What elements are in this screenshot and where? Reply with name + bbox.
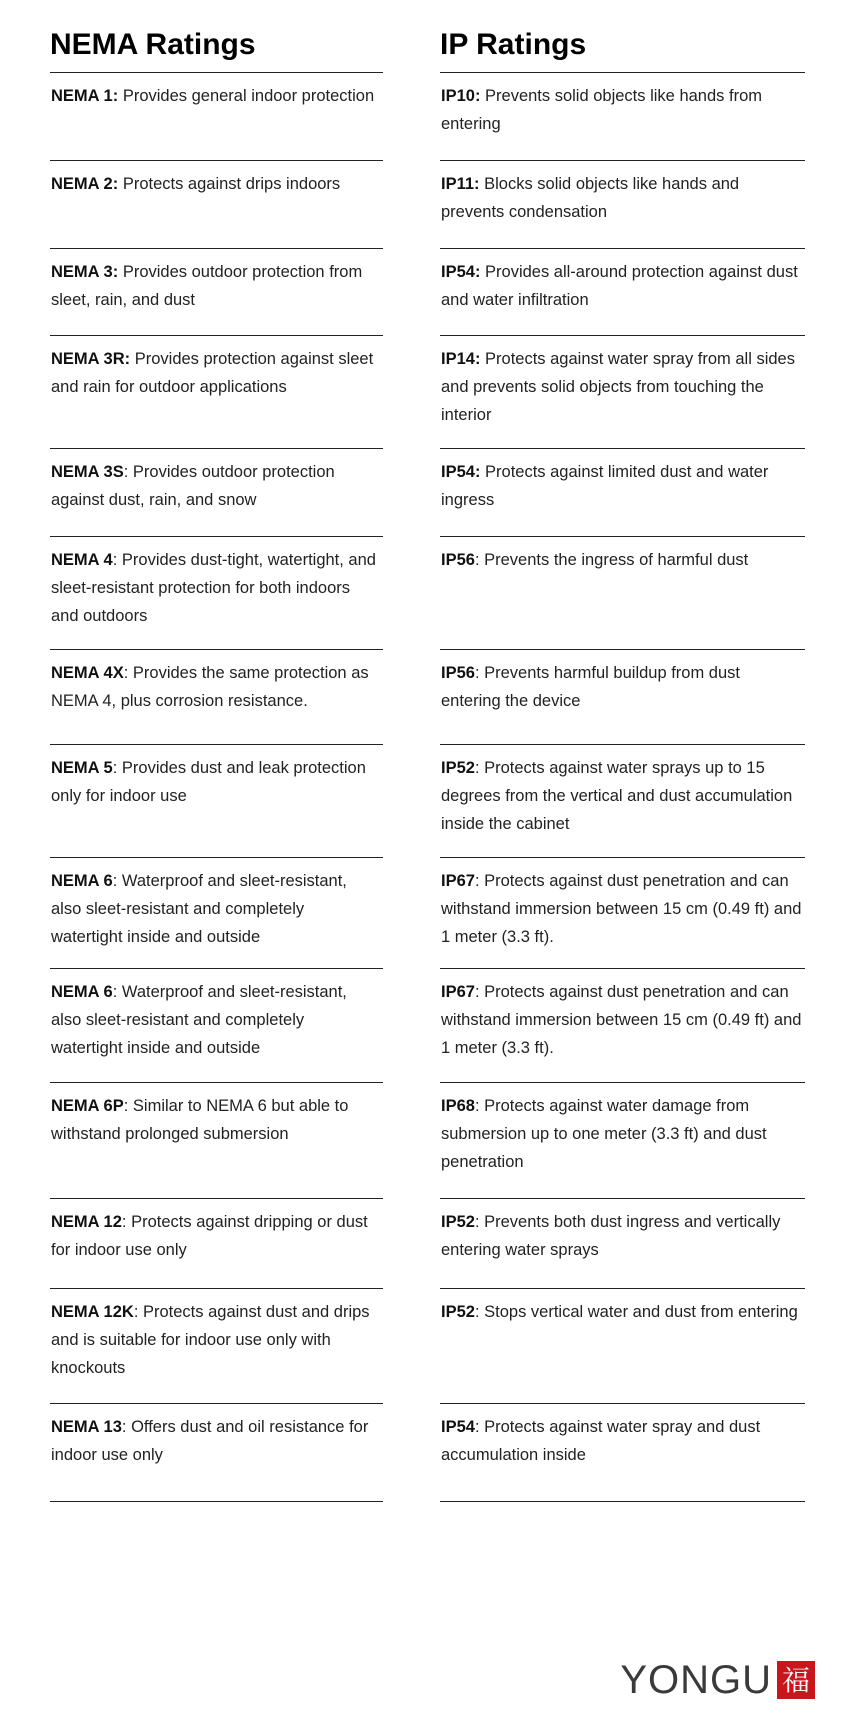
nema-divider [50,335,383,336]
ip-rating-description: : Protects against dust penetration and can withstand immersion between 15 cm (0.49 ft) and 1 meter (3.3 ft). [441,872,802,946]
ip-rating-entry [441,258,802,314]
ip-rating-entry [441,82,802,138]
ip-rating-code: IP67 [441,983,475,1001]
nema-rating-entry [51,1092,380,1148]
nema-divider [50,1288,383,1289]
ip-divider [440,160,805,161]
nema-rating-code: NEMA 3S [51,463,124,481]
nema-rating-code: NEMA 3R: [51,350,131,368]
ip-rating-code: IP10: [441,87,481,105]
ip-rating-entry [441,1208,802,1264]
nema-rating-entry [51,659,380,715]
ip-rating-description: : Protects against water sprays up to 15 degrees from the vertical and dust accumulation inside the cabinet [441,759,793,833]
nema-divider [50,160,383,161]
ip-rating-entry [441,546,802,574]
ip-rating-description: : Prevents the ingress of harmful dust [474,551,749,569]
nema-rating-code: NEMA 6 [51,872,113,890]
nema-rating-entry [51,258,380,314]
nema-rating-code: NEMA 2: [51,175,119,193]
nema-rating-description: : Provides the same protection as NEMA 4, plus corrosion resistance. [51,664,369,710]
nema-divider [50,1501,383,1502]
nema-rating-entry [51,754,380,810]
ip-rating-entry [441,345,802,429]
ip-rating-description: : Protects against dust penetration and can withstand immersion between 15 cm (0.49 ft) and 1 meter (3.3 ft). [441,983,802,1057]
nema-rating-description: Protects against drips indoors [118,175,341,193]
nema-divider [50,536,383,537]
ip-divider [440,536,805,537]
nema-rating-code: NEMA 6 [51,983,113,1001]
ip-divider [440,744,805,745]
ip-rating-description: Protects against limited dust and water ingress [441,463,769,509]
ip-rating-code: IP52 [441,1213,475,1231]
nema-divider [50,857,383,858]
nema-rating-description: Provides protection against sleet and rain for outdoor applications [51,350,374,396]
nema-rating-code: NEMA 3: [51,263,119,281]
ip-rating-entry [441,978,802,1062]
ip-rating-entry [441,754,802,838]
nema-divider [50,968,383,969]
ip-rating-entry [441,1413,802,1469]
logo-wordmark: YONGU [620,1658,772,1702]
ip-divider [440,335,805,336]
ip-rating-description: : Prevents harmful buildup from dust entering the device [441,664,740,710]
nema-rating-entry [51,170,380,198]
nema-rating-code: NEMA 12K [51,1303,134,1321]
ip-ratings-heading: IP Ratings [440,28,587,61]
yongu-logo [620,1656,816,1704]
ip-divider [440,649,805,650]
ip-rating-code: IP67 [441,872,475,890]
nema-divider [50,1403,383,1404]
ip-rating-code: IP54: [441,463,481,481]
nema-rating-entry [51,867,380,951]
ip-rating-description: Provides all-around protection against dust and water infiltration [441,263,798,309]
nema-rating-entry [51,546,380,630]
ip-divider [440,1501,805,1502]
nema-divider [50,72,383,73]
nema-rating-code: NEMA 4 [51,551,113,569]
nema-rating-description: : Protects against dripping or dust for indoor use only [51,1213,368,1259]
ip-divider [440,857,805,858]
nema-rating-description: : Provides dust-tight, watertight, and sleet-resistant protection for both indoors and outdoors [51,551,376,625]
ip-rating-description: Blocks solid objects like hands and prevents condensation [441,175,740,221]
nema-rating-description: : Provides dust and leak protection only for indoor use [51,759,366,805]
ip-divider [440,1288,805,1289]
ip-rating-description: : Protects against water damage from submersion up to one meter (3.3 ft) and dust penetration [441,1097,767,1171]
ip-divider [440,1403,805,1404]
nema-rating-entry [51,978,380,1062]
nema-rating-description: : Waterproof and sleet-resistant, also sleet-resistant and completely watertight inside and outside [51,872,347,946]
ip-rating-code: IP52 [441,759,475,777]
ip-rating-code: IP52 [441,1303,475,1321]
nema-rating-code: NEMA 13 [51,1418,122,1436]
nema-rating-entry [51,82,380,110]
ip-rating-entry [441,659,802,715]
svg-text:福: 福 [781,1664,811,1697]
ip-rating-description: : Protects against water spray and dust accumulation inside [441,1418,761,1464]
ip-rating-description: Prevents solid objects like hands from entering [441,87,762,133]
ip-divider [440,248,805,249]
ip-rating-description: Protects against water spray from all sides and prevents solid objects from touching the interior [441,350,795,424]
nema-rating-description: Provides general indoor protection [118,87,375,105]
nema-rating-entry [51,1413,380,1469]
ip-rating-code: IP11: [441,175,480,193]
nema-rating-code: NEMA 1: [51,87,119,105]
nema-rating-description: : Waterproof and sleet-resistant, also sleet-resistant and completely watertight inside and outside [51,983,347,1057]
ip-rating-entry [441,867,802,951]
ip-divider [440,72,805,73]
ip-divider [440,448,805,449]
nema-rating-code: NEMA 4X [51,664,124,682]
ip-rating-code: IP54 [441,1418,475,1436]
ip-rating-code: IP56 [441,551,475,569]
ip-rating-entry [441,1298,802,1326]
nema-divider [50,448,383,449]
nema-rating-code: NEMA 12 [51,1213,122,1231]
ip-rating-entry [441,458,802,514]
nema-rating-entry [51,345,380,401]
nema-divider [50,1198,383,1199]
nema-divider [50,1082,383,1083]
ip-rating-code: IP54: [441,263,481,281]
nema-rating-code: NEMA 5 [51,759,113,777]
nema-divider [50,744,383,745]
ip-rating-code: IP68 [441,1097,475,1115]
ip-divider [440,1198,805,1199]
nema-rating-description: : Offers dust and oil resistance for indoor use only [51,1418,369,1464]
ip-rating-description: : Stops vertical water and dust from entering [474,1303,798,1321]
ip-divider [440,1082,805,1083]
nema-rating-description: : Provides outdoor protection against dust, rain, and snow [51,463,335,509]
nema-rating-description: Provides outdoor protection from sleet, rain, and dust [51,263,363,309]
ip-rating-entry [441,170,802,226]
nema-ratings-heading: NEMA Ratings [50,28,256,61]
ip-rating-entry [441,1092,802,1176]
nema-rating-entry [51,1298,380,1382]
ip-rating-code: IP14: [441,350,481,368]
nema-rating-entry [51,458,380,514]
seal-icon [776,1660,816,1700]
ip-rating-description: : Prevents both dust ingress and vertically entering water sprays [441,1213,781,1259]
nema-divider [50,649,383,650]
ip-rating-code: IP56 [441,664,475,682]
nema-rating-code: NEMA 6P [51,1097,124,1115]
ip-divider [440,968,805,969]
nema-rating-description: : Protects against dust and drips and is suitable for indoor use only with knockouts [51,1303,370,1377]
nema-rating-entry [51,1208,380,1264]
nema-rating-description: : Similar to NEMA 6 but able to withstand prolonged submersion [51,1097,349,1143]
nema-divider [50,248,383,249]
